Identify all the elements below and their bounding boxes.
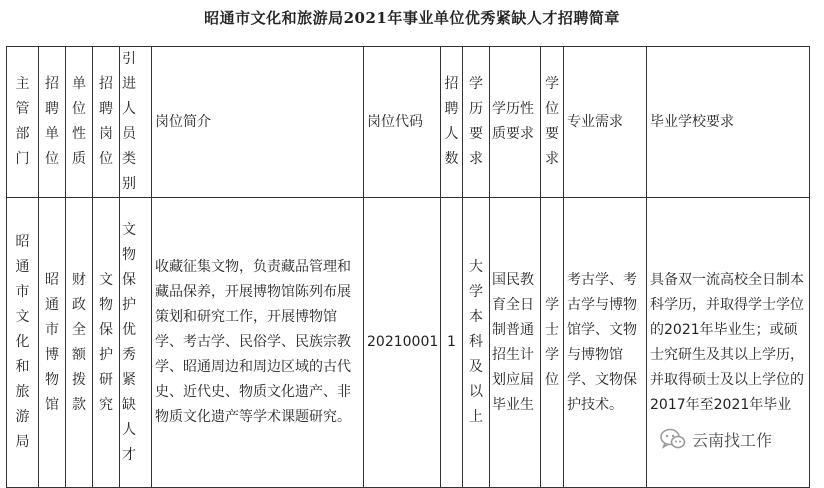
cell-edu-type: 国民教育全日制普通招生计划应届毕业生 (490, 198, 541, 488)
header-position: 招聘岗位 (93, 47, 120, 198)
cell-degree: 学士学位 (541, 198, 564, 488)
recruitment-table (6, 46, 810, 488)
header-school: 毕业学校要求 (647, 47, 810, 198)
header-dept: 主管部门 (7, 47, 39, 198)
header-edu: 学历要求 (463, 47, 490, 198)
header-major: 专业需求 (564, 47, 647, 198)
header-count: 招聘人数 (441, 47, 463, 198)
header-edu-type: 学历性质要求 (490, 47, 541, 198)
cell-code: 20210001 (364, 198, 441, 488)
cell-intro: 收藏征集文物，负责藏品管理和藏品保养，开展博物馆陈列布展策划和研究工作，开展博物馆学、考古学、民俗学、民族宗教学、昭通周边和周边区域的古代史、近代史、物质文化遗产、非物质文化遗产等学术课题研究。 (152, 198, 364, 488)
cell-edu: 大学本科及以上 (463, 198, 490, 488)
watermark (660, 424, 772, 454)
page-title: 昭通市文化和旅游局2021年事业单位优秀紧缺人才招聘简章 (204, 9, 620, 27)
cell-major: 考古学、考古学与博物馆学、文物与博物馆学、文物保护技术。 (564, 198, 647, 488)
cell-nature: 财政全额拨款 (66, 198, 93, 488)
header-nature: 单位性质 (66, 47, 93, 198)
header-category: 引进人员类别 (120, 47, 152, 198)
cell-position: 文物保护研究 (93, 198, 120, 488)
header-code: 岗位代码 (364, 47, 441, 198)
header-unit: 招聘单位 (39, 47, 66, 198)
watermark-text: 云南找工作 (692, 430, 773, 450)
header-intro: 岗位简介 (152, 47, 364, 198)
cell-category: 文物保护优秀紧缺人才 (120, 198, 152, 488)
cell-school: 具备双一流高校全日制本科学历，并取得学士学位的2021年毕业生；或硕士究研生及其以上学历，并取得硕士及以上学位的2017年至2021年毕业 (647, 198, 810, 488)
wechat-icon (660, 428, 686, 450)
cell-unit: 昭通市博物馆 (39, 198, 66, 488)
cell-dept: 昭通市文化和旅游局 (7, 198, 39, 488)
cell-count: 1 (441, 198, 463, 488)
table-header-row (7, 47, 810, 198)
header-degree: 学位要求 (541, 47, 564, 198)
